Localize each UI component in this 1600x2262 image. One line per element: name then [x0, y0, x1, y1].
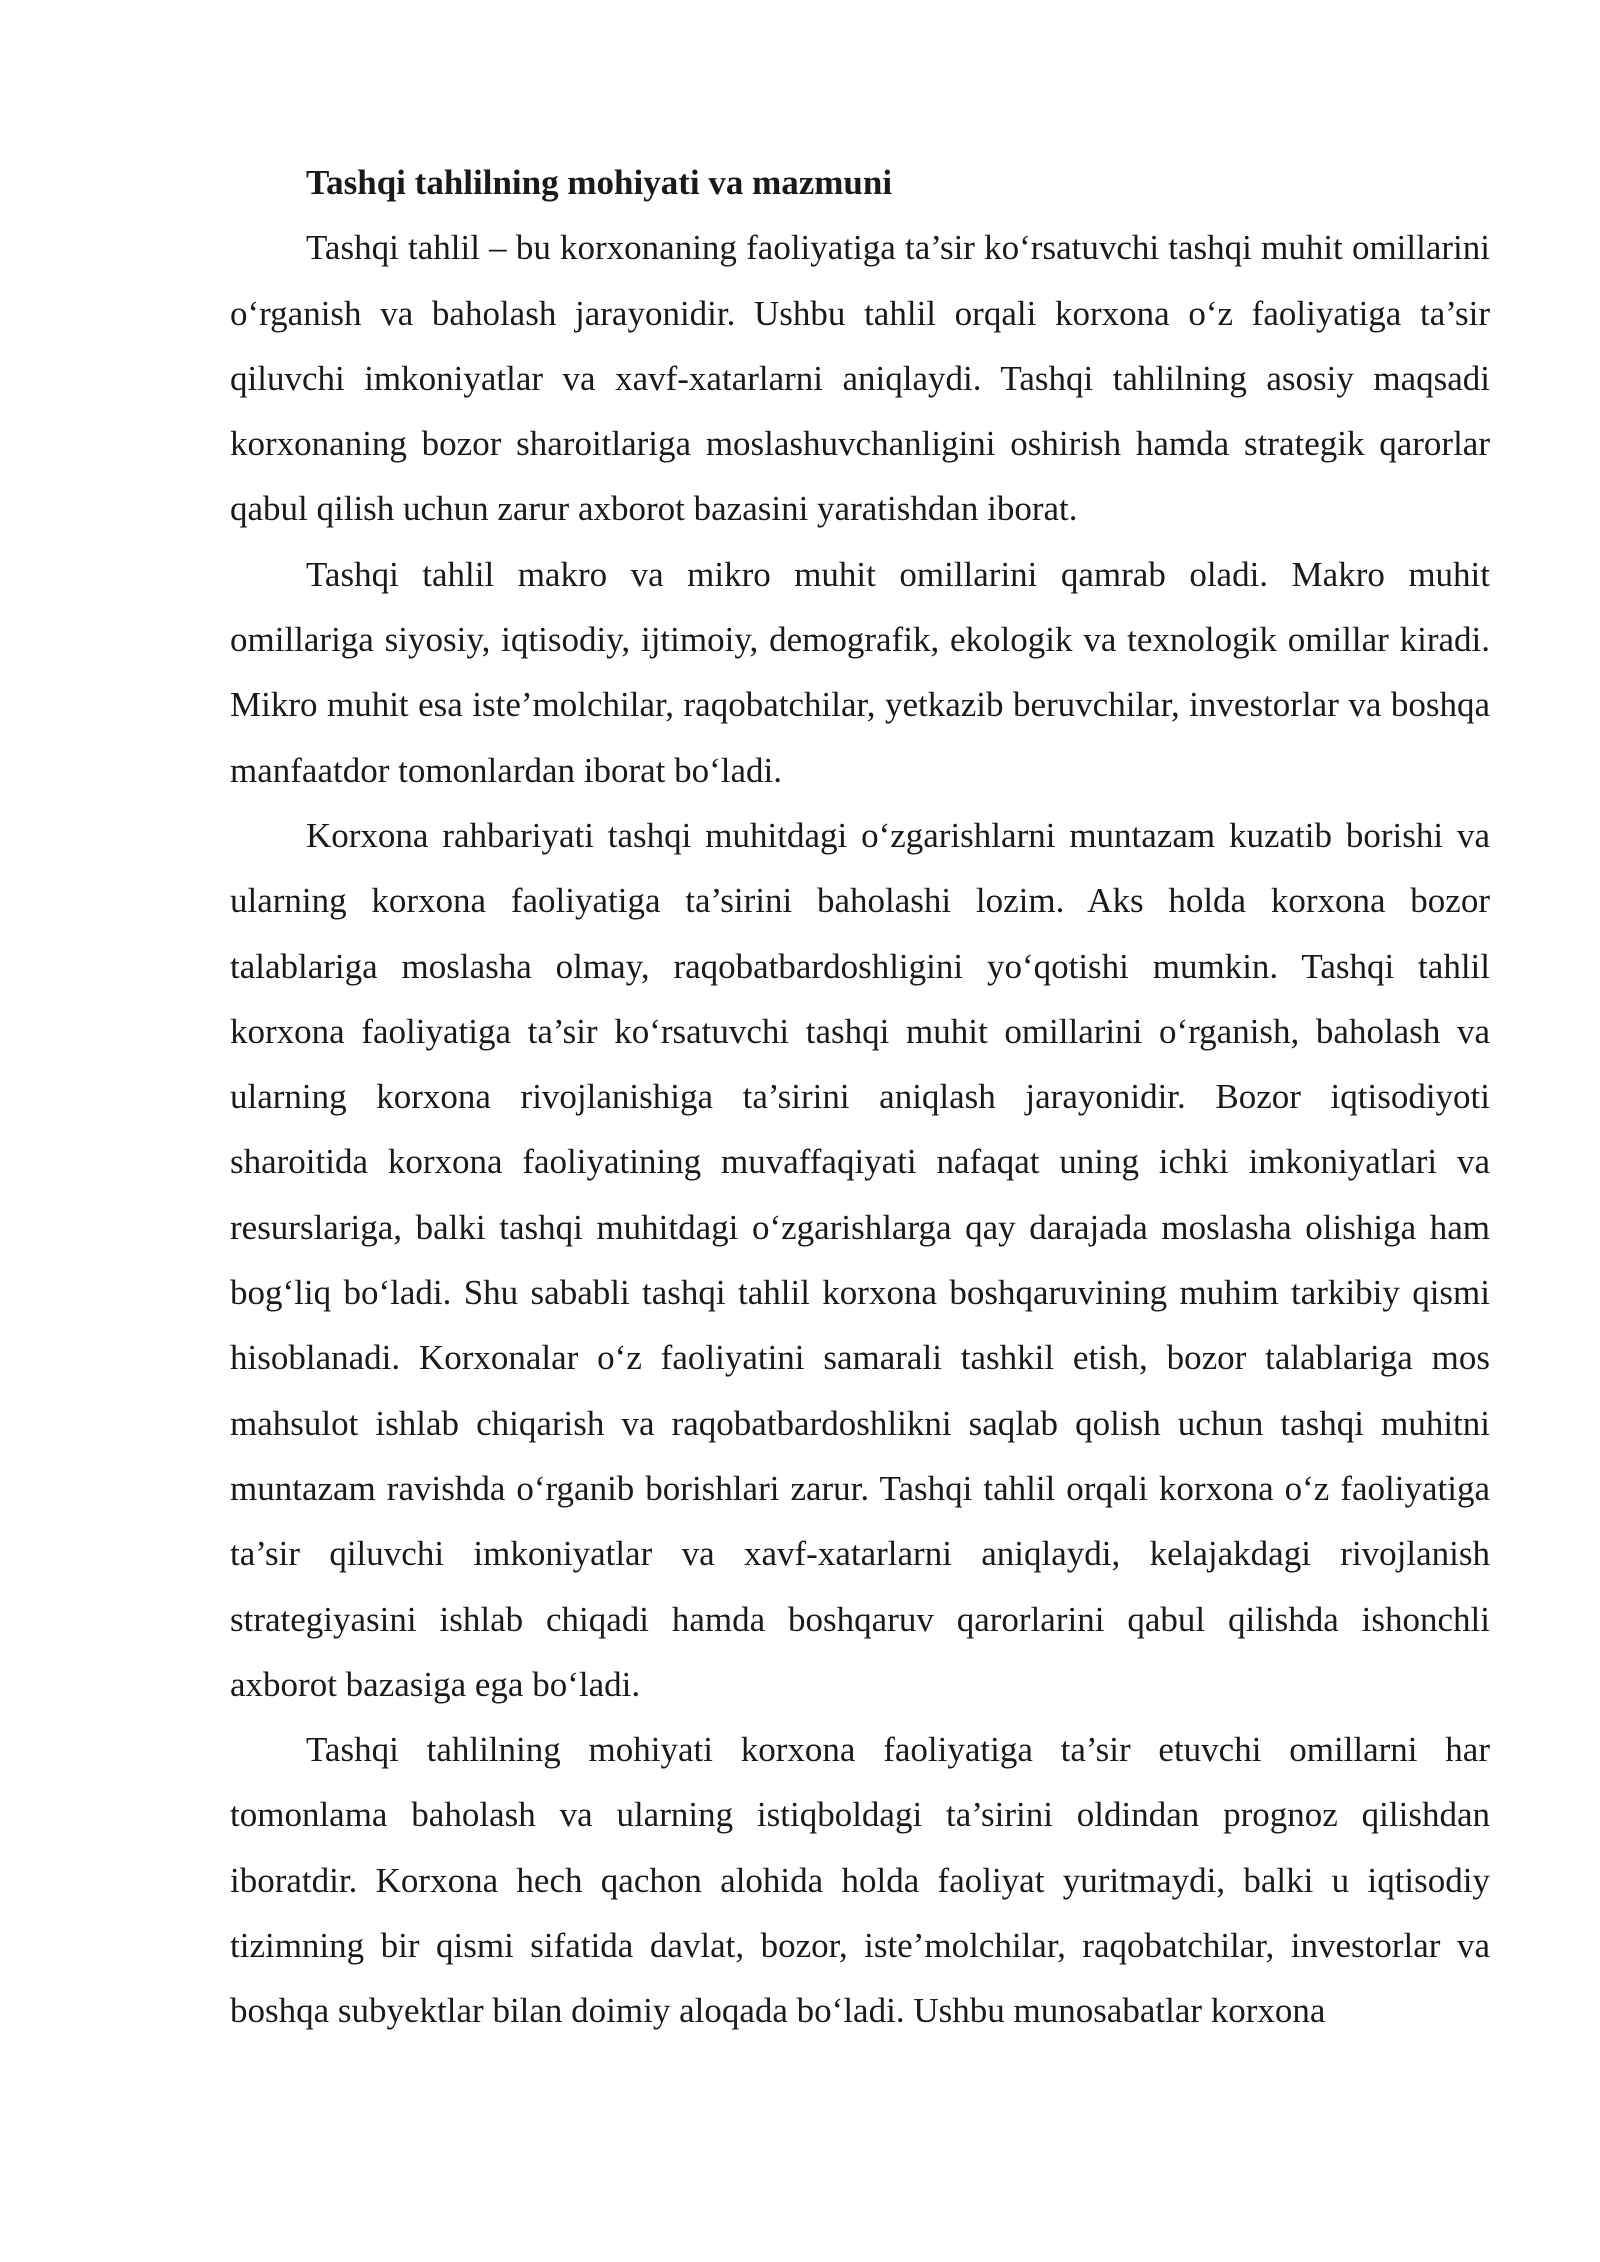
document-page — [230, 150, 1490, 2044]
section-heading: Tashqi tahlilning mohiyati va mazmuni — [306, 163, 893, 202]
paragraph-2: Tashqi tahlil makro va mikro muhit omillarini qamrab oladi. Makro muhit omillariga siyosiy, iqtisodiy, ijtimoiy, demografik, ekologik va texnologik omillar kiradi. Mikro muhit esa iste’molchilar, raqobatchilar, yetkazib beruvchilar, investorlar va boshqa manfaatdor tomonlardan iborat bo‘ladi. — [230, 554, 1490, 790]
paragraph-3: Korxona rahbariyati tashqi muhitdagi o‘zgarishlarni muntazam kuzatib borishi va ularning korxona faoliyatiga ta’sirini baholashi lozim. Aks holda korxona bozor talablariga moslasha olmay, raqobatbardoshligini yo‘qotishi mumkin. Tashqi tahlil korxona faoliyatiga ta’sir ko‘rsatuvchi tashqi muhit omillarini o‘rganish, baholash va ularning korxona rivojlanishiga ta’sirini aniqlash jarayonidir. Bozor iqtisodiyoti sharoitida korxona faoliyatining muvaffaqiyati nafaqat uning ichki imkoniyatlari va resurslariga, balki tashqi muhitdagi o‘zgarishlarga qay darajada moslasha olishiga ham bog‘liq bo‘ladi. Shu sababli tashqi tahlil korxona boshqaruvining muhim tarkibiy qismi hisoblanadi. Korxonalar o‘z faoliyatini samarali tashkil etish, bozor talablariga mos mahsulot ishlab chiqarish va raqobatbardoshlikni saqlab qolish uchun tashqi muhitni muntazam ravishda o‘rganib borishlari zarur. Tashqi tahlil orqali korxona o‘z faoliyatiga ta’sir qiluvchi imkoniyatlar va xavf-xatarlarni aniqlaydi, kelajakdagi rivojlanish strategiyasini ishlab chiqadi hamda boshqaruv qarorlarini qabul qilishda ishonchli axborot bazasiga ega bo‘ladi. — [230, 815, 1490, 1704]
paragraph-1: Tashqi tahlil – bu korxonaning faoliyatiga ta’sir ko‘rsatuvchi tashqi muhit omillarini o‘rganish va baholash jarayonidir. Ushbu tahlil orqali korxona o‘z faoliyatiga ta’sir qiluvchi imkoniyatlar va xavf-xatarlarni aniqlaydi. Tashqi tahlilning asosiy maqsadi korxonaning bozor sharoitlariga moslashuvchanligini oshirish hamda strategik qarorlar qabul qilish uchun zarur axborot bazasini yaratishdan iborat. — [230, 228, 1490, 529]
paragraph-4: Tashqi tahlilning mohiyati korxona faoliyatiga ta’sir etuvchi omillarni har tomonlama baholash va ularning istiqboldagi ta’sirini oldindan prognoz qilishdan iboratdir. Korxona hech qachon alohida holda faoliyat yuritmaydi, balki u iqtisodiy tizimning bir qismi sifatida davlat, bozor, iste’molchilar, raqobatchilar, investorlar va boshqa subyektlar bilan doimiy aloqada bo‘ladi. Ushbu munosabatlar korxona — [230, 1730, 1490, 2031]
